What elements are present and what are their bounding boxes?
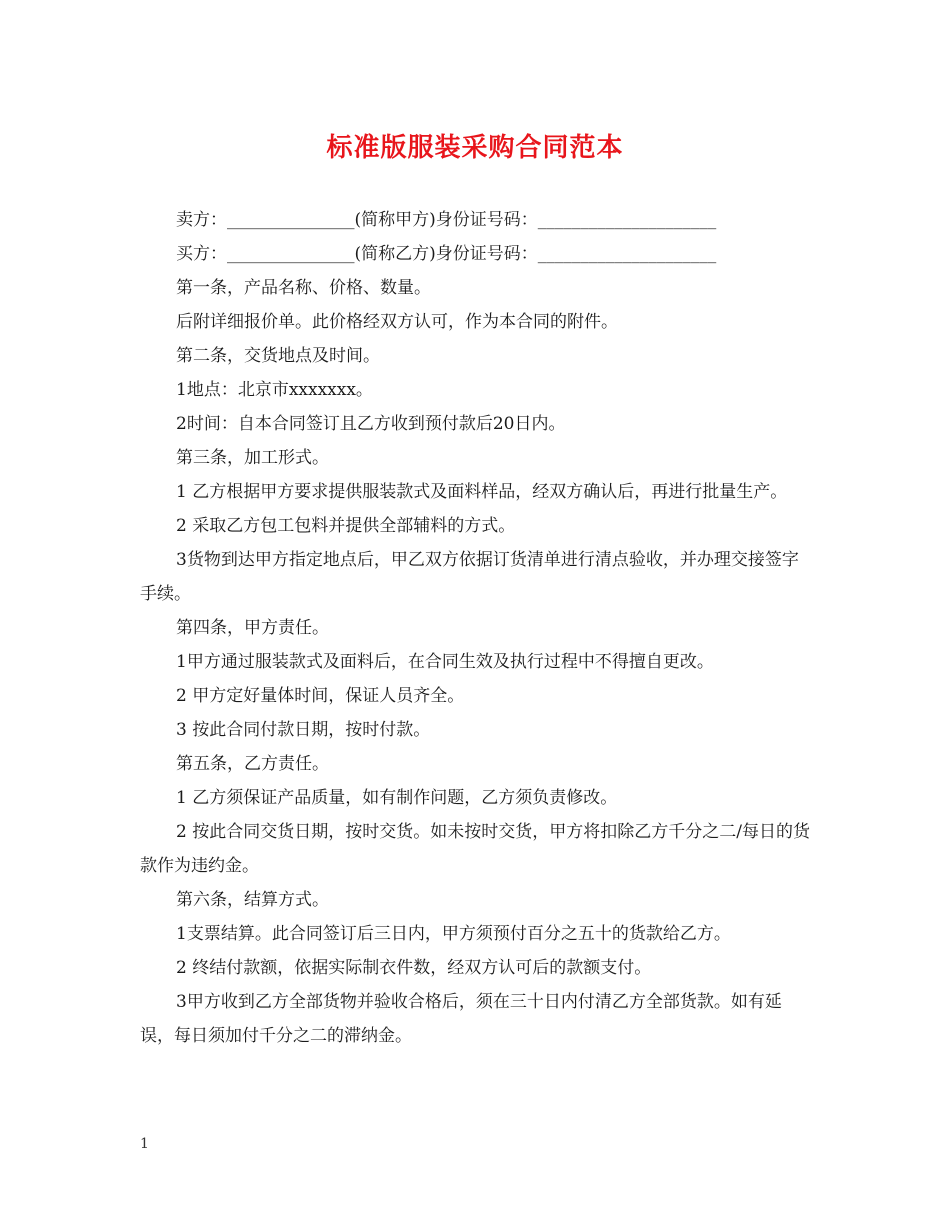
paragraph: 1 乙方根据甲方要求提供服装款式及面料样品，经双方确认后，再进行批量生产。 [176, 482, 788, 502]
article-6-heading: 第六条，结算方式。 [176, 890, 329, 910]
paragraph: 1地点：北京市xxxxxxx。 [176, 380, 373, 400]
paragraph: 2 按此合同交货日期，按时交货。如未按时交货，甲方将扣除乙方千分之二/每日的货款作为违约金。 [140, 822, 810, 876]
paragraph: 1甲方通过服装款式及面料后，在合同生效及执行过程中不得擅自更改。 [176, 652, 714, 672]
contract-body [140, 203, 812, 1053]
paragraph: 3甲方收到乙方全部货物并验收合格后，须在三十日内付清乙方全部货款。如有延误，每日须加付千分之二的滞纳金。 [140, 992, 782, 1046]
paragraph: 2 采取乙方包工包料并提供全部辅料的方式。 [176, 516, 516, 536]
page-number: 1 [140, 1136, 149, 1152]
buyer-line: 买方：_______________(简称乙方)身份证号码：_____________________ [176, 244, 717, 264]
paragraph: 3 按此合同付款日期，按时付款。 [176, 720, 431, 740]
paragraph: 2 甲方定好量体时间，保证人员齐全。 [176, 686, 465, 706]
paragraph: 3货物到达甲方指定地点后，甲乙双方依据订货清单进行清点验收，并办理交接签字手续。 [140, 550, 799, 604]
article-4-heading: 第四条，甲方责任。 [176, 618, 329, 638]
article-1-heading: 第一条，产品名称、价格、数量。 [176, 278, 431, 298]
document-title: 标准版服装采购合同范本 [326, 133, 624, 163]
article-5-heading: 第五条，乙方责任。 [176, 754, 329, 774]
paragraph: 1 乙方须保证产品质量，如有制作问题，乙方须负责修改。 [176, 788, 618, 808]
paragraph: 2 终结付款额，依据实际制衣件数，经双方认可后的款额支付。 [176, 958, 652, 978]
seller-line: 卖方：_______________(简称甲方)身份证号码：_____________________ [176, 210, 717, 230]
article-2-heading: 第二条，交货地点及时间。 [176, 346, 380, 366]
paragraph: 2时间：自本合同签订且乙方收到预付款后20日内。 [176, 414, 566, 434]
paragraph: 1支票结算。此合同签订后三日内，甲方须预付百分之五十的货款给乙方。 [176, 924, 731, 944]
paragraph: 后附详细报价单。此价格经双方认可，作为本合同的附件。 [176, 312, 618, 332]
article-3-heading: 第三条，加工形式。 [176, 448, 329, 468]
